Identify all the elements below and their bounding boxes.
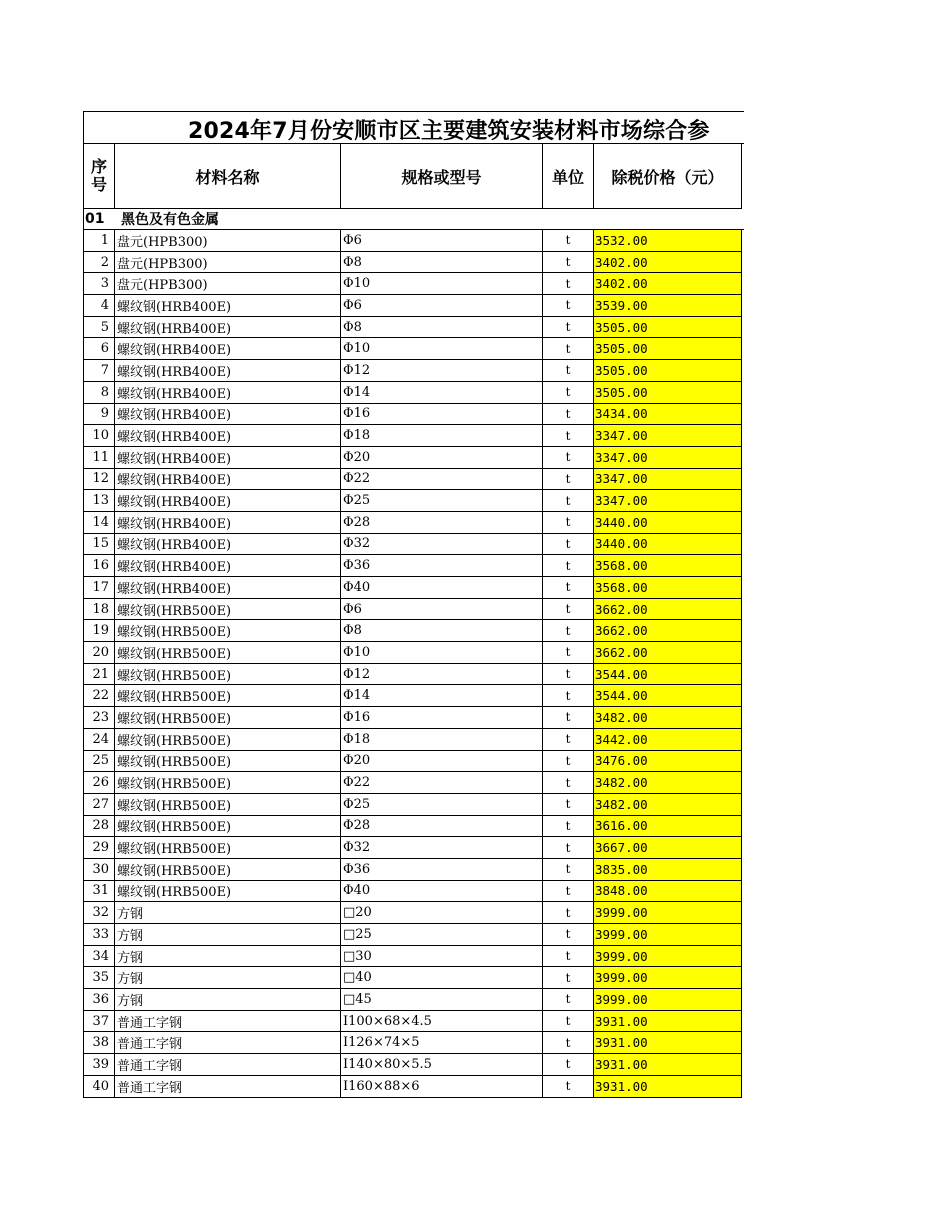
table-row [84, 252, 744, 274]
row-seq-cell[interactable]: 18 [84, 599, 115, 621]
row-price-cell[interactable]: 3931.00 [594, 1076, 742, 1098]
row-name-cell[interactable]: 螺纹钢(HRB500E) [115, 642, 341, 664]
table-row [84, 534, 744, 556]
row-unit-cell[interactable]: t [543, 599, 594, 621]
row-seq-cell[interactable]: 9 [84, 404, 115, 426]
row-price-cell[interactable]: 3347.00 [594, 425, 742, 447]
row-unit-cell[interactable]: t [543, 664, 594, 686]
row-name-cell[interactable]: 螺纹钢(HRB400E) [115, 295, 341, 317]
row-price-cell[interactable]: 3999.00 [594, 946, 742, 968]
row-name-cell[interactable]: 螺纹钢(HRB500E) [115, 751, 341, 773]
table-row [84, 924, 744, 946]
table-row [84, 425, 744, 447]
row-spec-cell[interactable]: □30 [341, 946, 543, 968]
row-unit-cell[interactable]: t [543, 707, 594, 729]
row-name-cell[interactable]: 螺纹钢(HRB500E) [115, 707, 341, 729]
table-row [84, 881, 744, 903]
row-name-cell[interactable]: 螺纹钢(HRB400E) [115, 469, 341, 491]
header-seq: 序号 [84, 144, 115, 209]
row-price-cell[interactable]: 3848.00 [594, 881, 742, 903]
row-seq-cell[interactable]: 5 [84, 317, 115, 339]
table-row [84, 859, 744, 881]
row-name-cell[interactable]: 螺纹钢(HRB400E) [115, 534, 341, 556]
row-price-cell[interactable]: 3999.00 [594, 902, 742, 924]
row-seq-cell[interactable]: 1 [84, 230, 115, 252]
table-row [84, 685, 744, 707]
row-name-cell[interactable]: 螺纹钢(HRB400E) [115, 360, 341, 382]
table-row [84, 599, 744, 621]
row-spec-cell[interactable]: Φ14 [341, 685, 543, 707]
row-seq-cell[interactable]: 11 [84, 447, 115, 469]
row-seq-cell[interactable]: 28 [84, 816, 115, 838]
row-seq-cell[interactable]: 12 [84, 469, 115, 491]
table-row [84, 620, 744, 642]
row-spec-cell[interactable]: Φ10 [341, 273, 543, 295]
row-name-cell[interactable]: 螺纹钢(HRB500E) [115, 859, 341, 881]
row-name-cell[interactable]: 普通工字钢 [115, 1032, 341, 1054]
row-name-cell[interactable]: 螺纹钢(HRB400E) [115, 447, 341, 469]
row-price-cell[interactable]: 3662.00 [594, 599, 742, 621]
row-name-cell[interactable]: 螺纹钢(HRB400E) [115, 338, 341, 360]
row-price-cell[interactable]: 3835.00 [594, 859, 742, 881]
row-price-cell[interactable]: 3662.00 [594, 620, 742, 642]
row-name-cell[interactable]: 螺纹钢(HRB400E) [115, 317, 341, 339]
row-unit-cell[interactable]: t [543, 534, 594, 556]
table-row [84, 469, 744, 491]
row-price-cell[interactable]: 3999.00 [594, 989, 742, 1011]
row-price-cell[interactable]: 3505.00 [594, 382, 742, 404]
header-unit: 单位 [543, 144, 594, 209]
section-name: 黑色及有色金属 [121, 212, 219, 228]
row-name-cell[interactable]: 螺纹钢(HRB400E) [115, 490, 341, 512]
sheet-title: 2024年7月份安顺市区主要建筑安装材料市场综合参 [188, 119, 710, 144]
row-price-cell[interactable]: 3616.00 [594, 816, 742, 838]
table-row [84, 1076, 744, 1098]
row-spec-cell[interactable]: Φ12 [341, 664, 543, 686]
row-name-cell[interactable]: 螺纹钢(HRB500E) [115, 685, 341, 707]
row-name-cell[interactable]: 盘元(HPB300) [115, 273, 341, 295]
row-unit-cell[interactable]: t [543, 295, 594, 317]
row-spec-cell[interactable]: Φ36 [341, 859, 543, 881]
row-name-cell[interactable]: 螺纹钢(HRB400E) [115, 512, 341, 534]
row-seq-cell[interactable]: 22 [84, 685, 115, 707]
row-spec-cell[interactable]: Φ40 [341, 881, 543, 903]
table-row [84, 1032, 744, 1054]
row-name-cell[interactable]: 螺纹钢(HRB500E) [115, 794, 341, 816]
row-name-cell[interactable]: 螺纹钢(HRB500E) [115, 620, 341, 642]
row-seq-cell[interactable]: 21 [84, 664, 115, 686]
row-seq-cell[interactable]: 30 [84, 859, 115, 881]
row-spec-cell[interactable]: Φ36 [341, 555, 543, 577]
row-spec-cell[interactable]: Φ18 [341, 425, 543, 447]
row-seq-cell[interactable]: 19 [84, 620, 115, 642]
row-seq-cell[interactable]: 20 [84, 642, 115, 664]
row-unit-cell[interactable]: t [543, 360, 594, 382]
table-row [84, 989, 744, 1011]
row-unit-cell[interactable]: t [543, 490, 594, 512]
row-spec-cell[interactable]: Φ6 [341, 230, 543, 252]
table-row [84, 273, 744, 295]
row-name-cell[interactable]: 方钢 [115, 946, 341, 968]
row-seq-cell[interactable]: 25 [84, 751, 115, 773]
table-row [84, 490, 744, 512]
table-row [84, 1054, 744, 1076]
table-row [84, 512, 744, 534]
row-unit-cell[interactable]: t [543, 642, 594, 664]
table-row [84, 230, 744, 252]
table-row [84, 577, 744, 599]
row-spec-cell[interactable]: Φ10 [341, 338, 543, 360]
table-row [84, 707, 744, 729]
row-seq-cell[interactable]: 24 [84, 729, 115, 751]
row-price-cell[interactable]: 3931.00 [594, 1011, 742, 1033]
row-spec-cell[interactable]: Φ20 [341, 447, 543, 469]
row-price-cell[interactable]: 3539.00 [594, 295, 742, 317]
row-price-cell[interactable]: 3544.00 [594, 664, 742, 686]
row-price-cell[interactable]: 3505.00 [594, 338, 742, 360]
row-name-cell[interactable]: 螺纹钢(HRB500E) [115, 664, 341, 686]
row-seq-cell[interactable]: 4 [84, 295, 115, 317]
header-price: 除税价格（元） [594, 144, 742, 209]
table-row [84, 794, 744, 816]
row-name-cell[interactable]: 螺纹钢(HRB500E) [115, 729, 341, 751]
row-spec-cell[interactable]: Φ28 [341, 512, 543, 534]
row-spec-cell[interactable]: I160×88×6 [341, 1076, 543, 1098]
row-name-cell[interactable]: 方钢 [115, 967, 341, 989]
row-name-cell[interactable]: 螺纹钢(HRB500E) [115, 837, 341, 859]
row-unit-cell[interactable]: t [543, 685, 594, 707]
row-spec-cell[interactable]: □45 [341, 989, 543, 1011]
row-seq-cell[interactable]: 7 [84, 360, 115, 382]
row-unit-cell[interactable]: t [543, 924, 594, 946]
row-price-cell[interactable]: 3544.00 [594, 685, 742, 707]
row-unit-cell[interactable]: t [543, 1032, 594, 1054]
price-sheet [83, 111, 744, 1098]
row-price-cell[interactable]: 3402.00 [594, 252, 742, 274]
row-spec-cell[interactable]: □40 [341, 967, 543, 989]
row-seq-cell[interactable]: 2 [84, 252, 115, 274]
row-spec-cell[interactable]: Φ22 [341, 772, 543, 794]
row-unit-cell[interactable]: t [543, 751, 594, 773]
row-name-cell[interactable]: 普通工字钢 [115, 1076, 341, 1098]
row-unit-cell[interactable]: t [543, 816, 594, 838]
table-row [84, 967, 744, 989]
row-unit-cell[interactable]: t [543, 1011, 594, 1033]
section-code: 01 [85, 211, 105, 227]
row-seq-cell[interactable]: 13 [84, 490, 115, 512]
row-price-cell[interactable]: 3347.00 [594, 447, 742, 469]
table-row [84, 382, 744, 404]
row-spec-cell[interactable]: Φ20 [341, 751, 543, 773]
row-name-cell[interactable]: 螺纹钢(HRB400E) [115, 382, 341, 404]
row-name-cell[interactable]: 螺纹钢(HRB400E) [115, 425, 341, 447]
row-unit-cell[interactable]: t [543, 1076, 594, 1098]
row-name-cell[interactable]: 螺纹钢(HRB400E) [115, 577, 341, 599]
table-row [84, 664, 744, 686]
row-spec-cell[interactable]: I100×68×4.5 [341, 1011, 543, 1033]
row-seq-cell[interactable]: 17 [84, 577, 115, 599]
row-price-cell[interactable]: 3999.00 [594, 967, 742, 989]
row-price-cell[interactable]: 3440.00 [594, 512, 742, 534]
row-name-cell[interactable]: 螺纹钢(HRB500E) [115, 599, 341, 621]
row-unit-cell[interactable]: t [543, 881, 594, 903]
row-unit-cell[interactable]: t [543, 382, 594, 404]
row-seq-cell[interactable]: 6 [84, 338, 115, 360]
row-unit-cell[interactable]: t [543, 338, 594, 360]
row-seq-cell[interactable]: 8 [84, 382, 115, 404]
row-seq-cell[interactable]: 37 [84, 1011, 115, 1033]
row-seq-cell[interactable]: 40 [84, 1076, 115, 1098]
row-unit-cell[interactable]: t [543, 772, 594, 794]
row-seq-cell[interactable]: 27 [84, 794, 115, 816]
row-price-cell[interactable]: 3347.00 [594, 469, 742, 491]
material-table-body [84, 230, 744, 1098]
row-unit-cell[interactable]: t [543, 729, 594, 751]
row-unit-cell[interactable]: t [543, 555, 594, 577]
row-spec-cell[interactable]: Φ40 [341, 577, 543, 599]
row-spec-cell[interactable]: □25 [341, 924, 543, 946]
row-seq-cell[interactable]: 36 [84, 989, 115, 1011]
row-seq-cell[interactable]: 23 [84, 707, 115, 729]
row-spec-cell[interactable]: Φ28 [341, 816, 543, 838]
row-spec-cell[interactable]: I126×74×5 [341, 1032, 543, 1054]
row-price-cell[interactable]: 3442.00 [594, 729, 742, 751]
row-price-cell[interactable]: 3568.00 [594, 555, 742, 577]
row-spec-cell[interactable]: Φ25 [341, 794, 543, 816]
row-price-cell[interactable]: 3476.00 [594, 751, 742, 773]
row-price-cell[interactable]: 3347.00 [594, 490, 742, 512]
title-row [84, 112, 744, 144]
row-seq-cell[interactable]: 26 [84, 772, 115, 794]
row-unit-cell[interactable]: t [543, 902, 594, 924]
table-row [84, 555, 744, 577]
table-row [84, 751, 744, 773]
row-seq-cell[interactable]: 29 [84, 837, 115, 859]
row-seq-cell[interactable]: 16 [84, 555, 115, 577]
table-row [84, 902, 744, 924]
row-unit-cell[interactable]: t [543, 230, 594, 252]
row-price-cell[interactable]: 3505.00 [594, 317, 742, 339]
row-spec-cell[interactable]: Φ8 [341, 252, 543, 274]
row-name-cell[interactable]: 方钢 [115, 924, 341, 946]
table-row [84, 338, 744, 360]
row-spec-cell[interactable]: Φ8 [341, 317, 543, 339]
row-unit-cell[interactable]: t [543, 859, 594, 881]
row-name-cell[interactable]: 普通工字钢 [115, 1054, 341, 1076]
row-price-cell[interactable]: 3662.00 [594, 642, 742, 664]
row-unit-cell[interactable]: t [543, 317, 594, 339]
row-spec-cell[interactable]: □20 [341, 902, 543, 924]
row-price-cell[interactable]: 3434.00 [594, 404, 742, 426]
row-price-cell[interactable]: 3505.00 [594, 360, 742, 382]
table-row [84, 295, 744, 317]
row-name-cell[interactable]: 螺纹钢(HRB500E) [115, 772, 341, 794]
table-row [84, 642, 744, 664]
row-seq-cell[interactable]: 32 [84, 902, 115, 924]
row-spec-cell[interactable]: Φ22 [341, 469, 543, 491]
row-name-cell[interactable]: 方钢 [115, 989, 341, 1011]
row-spec-cell[interactable]: Φ25 [341, 490, 543, 512]
row-seq-cell[interactable]: 35 [84, 967, 115, 989]
row-unit-cell[interactable]: t [543, 512, 594, 534]
row-name-cell[interactable]: 螺纹钢(HRB400E) [115, 555, 341, 577]
table-row [84, 317, 744, 339]
section-row [84, 209, 744, 230]
row-name-cell[interactable]: 螺纹钢(HRB500E) [115, 881, 341, 903]
row-spec-cell[interactable]: Φ32 [341, 534, 543, 556]
row-price-cell[interactable]: 3440.00 [594, 534, 742, 556]
row-price-cell[interactable]: 3999.00 [594, 924, 742, 946]
table-row [84, 447, 744, 469]
row-spec-cell[interactable]: Φ10 [341, 642, 543, 664]
row-name-cell[interactable]: 螺纹钢(HRB500E) [115, 816, 341, 838]
row-price-cell[interactable]: 3931.00 [594, 1032, 742, 1054]
table-row [84, 1011, 744, 1033]
row-spec-cell[interactable]: Φ18 [341, 729, 543, 751]
row-spec-cell[interactable]: Φ8 [341, 620, 543, 642]
header-row [84, 144, 744, 209]
row-price-cell[interactable]: 3482.00 [594, 794, 742, 816]
row-unit-cell[interactable]: t [543, 425, 594, 447]
row-unit-cell[interactable]: t [543, 1054, 594, 1076]
row-spec-cell[interactable]: Φ16 [341, 707, 543, 729]
row-seq-cell[interactable]: 31 [84, 881, 115, 903]
row-price-cell[interactable]: 3532.00 [594, 230, 742, 252]
row-price-cell[interactable]: 3482.00 [594, 772, 742, 794]
header-spec: 规格或型号 [341, 144, 543, 209]
row-spec-cell[interactable]: Φ16 [341, 404, 543, 426]
table-row [84, 816, 744, 838]
row-seq-cell[interactable]: 3 [84, 273, 115, 295]
row-name-cell[interactable]: 螺纹钢(HRB400E) [115, 404, 341, 426]
table-row [84, 837, 744, 859]
row-price-cell[interactable]: 3402.00 [594, 273, 742, 295]
row-price-cell[interactable]: 3667.00 [594, 837, 742, 859]
row-spec-cell[interactable]: Φ6 [341, 295, 543, 317]
row-seq-cell[interactable]: 39 [84, 1054, 115, 1076]
row-name-cell[interactable]: 盘元(HPB300) [115, 252, 341, 274]
table-row [84, 946, 744, 968]
row-spec-cell[interactable]: I140×80×5.5 [341, 1054, 543, 1076]
row-seq-cell[interactable]: 34 [84, 946, 115, 968]
row-spec-cell[interactable]: Φ12 [341, 360, 543, 382]
row-unit-cell[interactable]: t [543, 404, 594, 426]
row-name-cell[interactable]: 普通工字钢 [115, 1011, 341, 1033]
row-unit-cell[interactable]: t [543, 252, 594, 274]
row-unit-cell[interactable]: t [543, 469, 594, 491]
table-row [84, 360, 744, 382]
row-name-cell[interactable]: 方钢 [115, 902, 341, 924]
row-seq-cell[interactable]: 10 [84, 425, 115, 447]
table-row [84, 772, 744, 794]
row-unit-cell[interactable]: t [543, 989, 594, 1011]
row-price-cell[interactable]: 3931.00 [594, 1054, 742, 1076]
row-seq-cell[interactable]: 14 [84, 512, 115, 534]
row-price-cell[interactable]: 3482.00 [594, 707, 742, 729]
row-unit-cell[interactable]: t [543, 447, 594, 469]
row-unit-cell[interactable]: t [543, 273, 594, 295]
row-spec-cell[interactable]: Φ6 [341, 599, 543, 621]
row-unit-cell[interactable]: t [543, 837, 594, 859]
row-unit-cell[interactable]: t [543, 577, 594, 599]
row-unit-cell[interactable]: t [543, 794, 594, 816]
row-unit-cell[interactable]: t [543, 620, 594, 642]
row-unit-cell[interactable]: t [543, 946, 594, 968]
row-spec-cell[interactable]: Φ14 [341, 382, 543, 404]
header-name: 材料名称 [115, 144, 341, 209]
row-seq-cell[interactable]: 38 [84, 1032, 115, 1054]
row-seq-cell[interactable]: 15 [84, 534, 115, 556]
row-seq-cell[interactable]: 33 [84, 924, 115, 946]
row-price-cell[interactable]: 3568.00 [594, 577, 742, 599]
row-unit-cell[interactable]: t [543, 967, 594, 989]
table-row [84, 729, 744, 751]
row-spec-cell[interactable]: Φ32 [341, 837, 543, 859]
row-name-cell[interactable]: 盘元(HPB300) [115, 230, 341, 252]
table-row [84, 404, 744, 426]
